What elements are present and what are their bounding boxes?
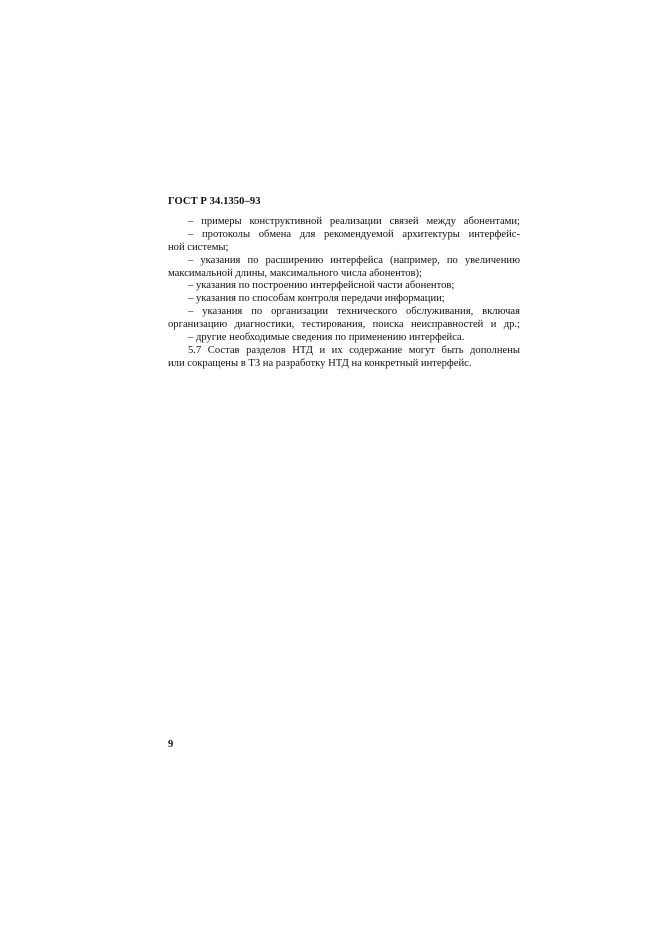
text-line: – другие необходимые сведения по применению интерфейса. [188,332,465,344]
text-line: организацию диагностики, тестирования, поиска неисправностей и др.; [168,319,520,331]
text-line: ной системы; [168,241,229,253]
text-line: максимальной длины, максимального числа абонентов); [168,267,422,279]
text-line: – протоколы обмена для рекомендуемой архитектуры интерфейс- [188,228,520,240]
text-line: – указания по построению интерфейсной части абонентов; [188,280,455,292]
text-line: – указания по расширению интерфейса (например, по увеличению [188,254,520,266]
document-code-header: ГОСТ Р 34.1350–93 [168,196,261,207]
text-line: – указания по способам контроля передачи информации; [188,293,445,305]
page-number: 9 [168,739,174,750]
text-line: – примеры конструктивной реализации связей между абонентами; [188,216,520,227]
text-line: – указания по организации технического обслуживания, включая [188,306,520,318]
text-line: или сокращены в ТЗ на разработку НТД на конкретный интерфейс. [168,357,472,369]
text-line: 5.7 Состав разделов НТД и их содержание могут быть дополнены [188,344,520,356]
body-text [168,216,520,371]
